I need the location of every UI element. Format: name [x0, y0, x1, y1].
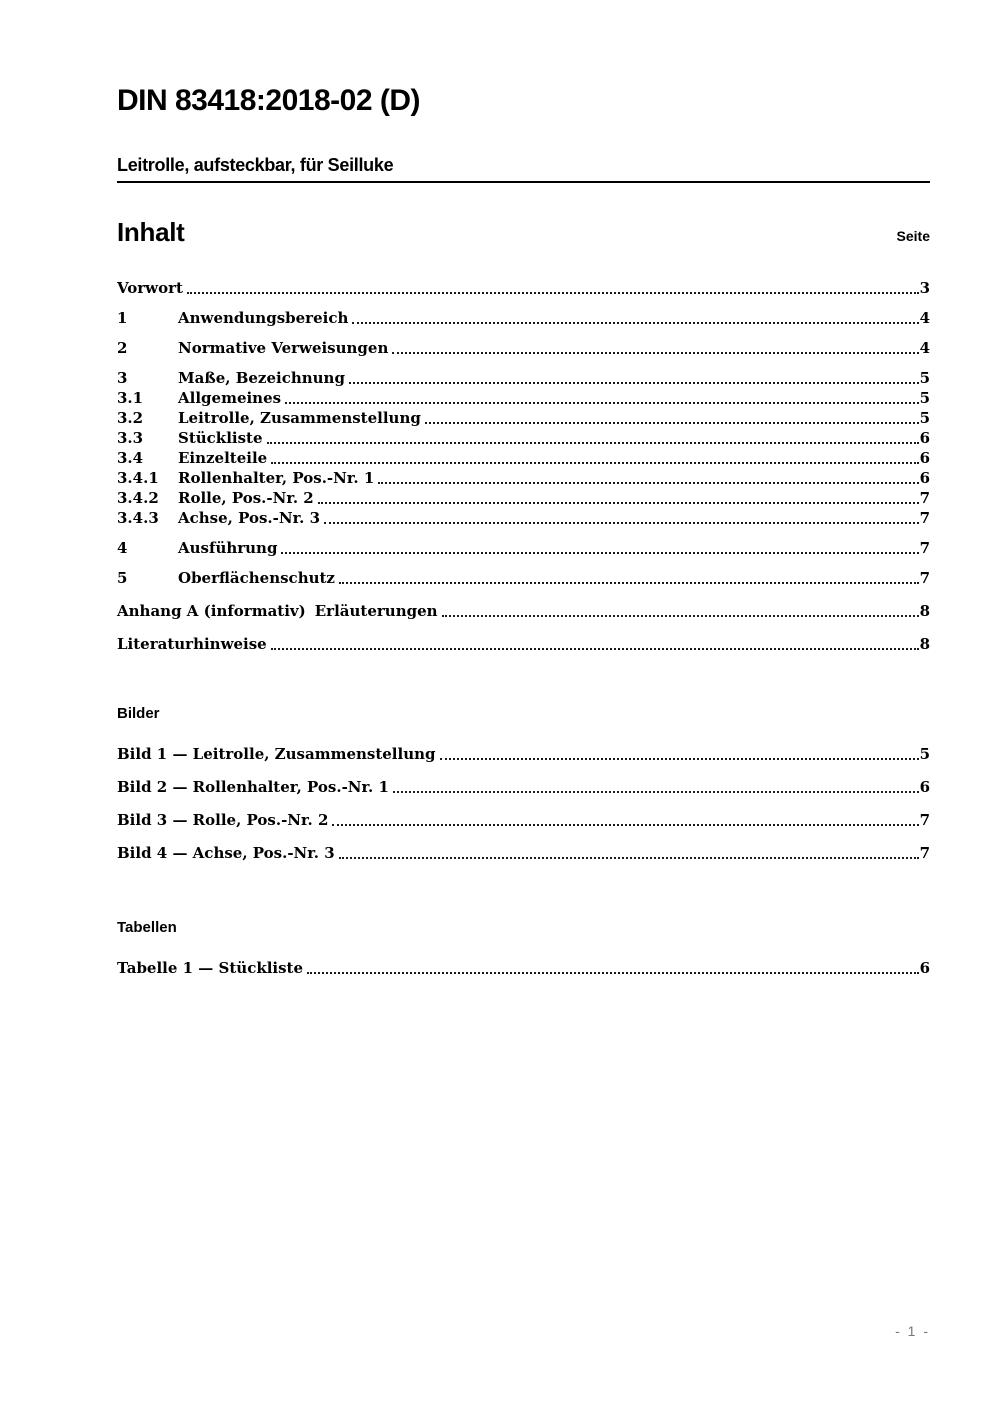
tables-heading: Tabellen	[117, 919, 177, 936]
toc-entry-page: 6	[919, 429, 930, 447]
dotted-leader	[440, 758, 919, 760]
toc-entry	[117, 538, 930, 558]
dotted-leader	[332, 824, 918, 826]
toc-entry-page: 8	[919, 602, 930, 620]
page-column-label: Seite	[896, 228, 930, 244]
figure-entry-label: Bild 2 — Rollenhalter, Pos.-Nr. 1	[117, 778, 389, 796]
toc-entry-number: 3.4	[117, 449, 144, 467]
toc-entry-label: Oberflächenschutz	[178, 569, 335, 587]
toc-entry	[117, 601, 930, 621]
toc-entry-page: 8	[919, 635, 930, 653]
toc-entry-label: Einzelteile	[178, 449, 268, 467]
dotted-leader	[339, 582, 919, 584]
figure-entry-page: 7	[919, 844, 930, 862]
toc-entry-label: Maße, Bezeichnung	[178, 369, 345, 387]
tables-list	[117, 958, 930, 978]
toc-entry	[117, 388, 930, 408]
figure-entry-page: 6	[919, 778, 930, 796]
toc-entry-label: Rolle, Pos.-Nr. 2	[178, 489, 314, 507]
toc-entry-number: 2	[117, 339, 128, 357]
contents-heading: Inhalt	[117, 217, 185, 247]
toc-entry-page: 4	[919, 339, 930, 357]
dotted-leader	[378, 482, 918, 484]
figures-heading: Bilder	[117, 705, 160, 722]
toc-entry-page: 7	[919, 539, 930, 557]
toc-entry	[117, 408, 930, 428]
figure-entry-label: Bild 4 — Achse, Pos.-Nr. 3	[117, 844, 335, 862]
table-entry-label: Tabelle 1 — Stückliste	[117, 959, 304, 977]
toc-entry	[117, 634, 930, 654]
toc-entry	[117, 448, 930, 468]
toc-entry-number: 3.4.1	[117, 469, 159, 487]
toc-entry-page: 6	[919, 469, 930, 487]
toc-entry-label: Anhang A (informativ)	[117, 602, 306, 620]
toc-entry-page: 5	[919, 409, 930, 427]
toc-entry-label: Allgemeines	[178, 389, 282, 407]
dotted-leader	[339, 857, 919, 859]
figure-entry-label: Bild 1 — Leitrolle, Zusammenstellung	[117, 745, 436, 763]
toc-entry-page: 4	[919, 309, 930, 327]
figure-entry-page: 5	[919, 745, 930, 763]
dotted-leader	[318, 502, 919, 504]
figure-entry	[117, 843, 930, 863]
toc-entry-page: 7	[919, 569, 930, 587]
toc-entry-label: Leitrolle, Zusammenstellung	[178, 409, 421, 427]
figure-entry	[117, 744, 930, 764]
figure-entry	[117, 810, 930, 830]
document-subtitle: Leitrolle, aufsteckbar, für Seilluke	[117, 155, 394, 175]
contents-header-row	[117, 217, 930, 247]
page-number-footer: - 1 -	[895, 1323, 930, 1339]
toc-entry-label: Ausführung	[178, 539, 278, 557]
dotted-leader	[324, 522, 919, 524]
toc-entry-label: Stückliste	[178, 429, 263, 447]
dotted-leader	[281, 552, 918, 554]
dotted-leader	[271, 462, 918, 464]
toc-entry	[117, 338, 930, 358]
dotted-leader	[425, 422, 919, 424]
toc-entry	[117, 428, 930, 448]
toc-entry-number: 3.3	[117, 429, 144, 447]
toc-entry	[117, 568, 930, 588]
toc-entry-page: 7	[919, 489, 930, 507]
dotted-leader	[442, 615, 919, 617]
toc-entry-page: 3	[919, 279, 930, 297]
toc-entry-page: 6	[919, 449, 930, 467]
document-subtitle-rule	[117, 154, 930, 183]
dotted-leader	[392, 352, 918, 354]
page-content	[117, 0, 930, 978]
toc-entry	[117, 468, 930, 488]
toc-entry-number: 3.4.2	[117, 489, 159, 507]
figure-entry-label: Bild 3 — Rolle, Pos.-Nr. 2	[117, 811, 329, 829]
toc-entry-label-suffix: Erläuterungen	[314, 602, 438, 620]
dotted-leader	[307, 972, 919, 974]
toc-entry-number: 1	[117, 309, 128, 327]
toc-entry	[117, 308, 930, 328]
toc-entry	[117, 488, 930, 508]
toc-entry-label: Rollenhalter, Pos.-Nr. 1	[178, 469, 375, 487]
figures-list	[117, 744, 930, 863]
toc-entry-page: 7	[919, 509, 930, 527]
dotted-leader	[393, 791, 919, 793]
dotted-leader	[285, 402, 918, 404]
figure-entry-page: 7	[919, 811, 930, 829]
toc-entry-page: 5	[919, 369, 930, 387]
toc-entry-label: Normative Verweisungen	[178, 339, 389, 357]
toc-entry-number: 5	[117, 569, 128, 587]
toc-entry	[117, 508, 930, 528]
toc-entry-number: 3	[117, 369, 128, 387]
toc-entry-number: 3.2	[117, 409, 144, 427]
toc-entry-number: 4	[117, 539, 128, 557]
toc-entry	[117, 278, 930, 298]
toc-entry-number: 3.1	[117, 389, 144, 407]
table-of-contents	[117, 278, 930, 654]
toc-entry-number: 3.4.3	[117, 509, 159, 527]
table-entry	[117, 958, 930, 978]
figure-entry	[117, 777, 930, 797]
toc-entry-label: Vorwort	[117, 279, 183, 297]
table-entry-page: 6	[919, 959, 930, 977]
document-id-title: DIN 83418:2018-02 (D)	[117, 84, 420, 117]
toc-entry-label: Achse, Pos.-Nr. 3	[178, 509, 321, 527]
dotted-leader	[349, 382, 919, 384]
dotted-leader	[271, 648, 919, 650]
dotted-leader	[267, 442, 919, 444]
toc-entry-label: Literaturhinweise	[117, 635, 267, 653]
dotted-leader	[187, 292, 919, 294]
toc-entry-label: Anwendungsbereich	[178, 309, 349, 327]
dotted-leader	[352, 322, 918, 324]
toc-entry-page: 5	[919, 389, 930, 407]
toc-entry	[117, 368, 930, 388]
